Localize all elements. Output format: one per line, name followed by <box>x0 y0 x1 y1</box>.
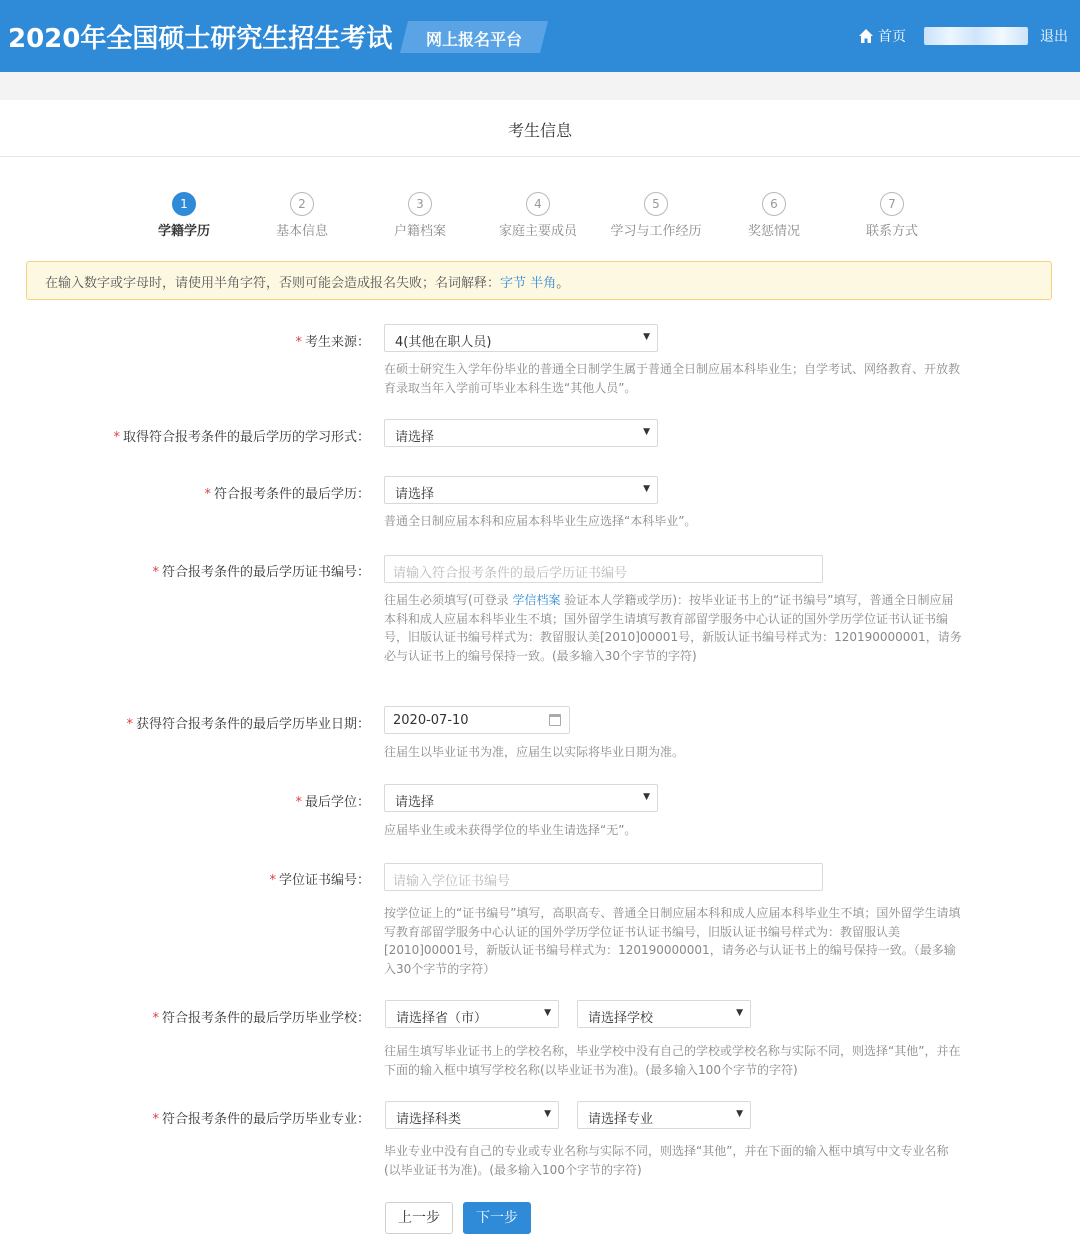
step-number: 2 <box>290 192 314 216</box>
platform-tag-label: 网上报名平台 <box>425 30 522 49</box>
home-link-label: 首页 <box>878 29 906 45</box>
step-label: 学籍学历 <box>157 224 210 239</box>
step-2[interactable] <box>242 192 362 239</box>
last-degree-select-value: 请选择 <box>395 487 435 502</box>
study-form-select-value: 请选择 <box>395 430 435 445</box>
degree-cert-input[interactable] <box>384 863 823 891</box>
progress-steps <box>0 192 1080 242</box>
notice-text: 在输入数字或字母时，请使用半角字符，否则可能会造成报名失败；名词解释： <box>45 276 501 291</box>
last-degree-label-text: 符合报考条件的最后学历： <box>213 487 370 502</box>
logout-link[interactable]: 退出 <box>1040 29 1068 45</box>
major-select-value: 请选择专业 <box>588 1112 654 1127</box>
category-select[interactable] <box>385 1101 559 1129</box>
required-mark: * <box>295 335 302 350</box>
school-label-text: 符合报考条件的最后学历毕业学校： <box>161 1011 370 1026</box>
dropdown-arrow-icon: ▼ <box>736 1008 743 1018</box>
source-select[interactable] <box>384 324 658 352</box>
school-select[interactable] <box>577 1000 751 1028</box>
grad-date-input[interactable] <box>384 706 570 734</box>
major-select[interactable] <box>577 1101 751 1129</box>
province-select[interactable] <box>385 1000 559 1028</box>
degree-hint: 应届毕业生或未获得学位的毕业生请选择“无”。 <box>384 823 637 837</box>
degree-cert-placeholder: 请输入学位证书编号 <box>393 874 511 889</box>
step-label: 基本信息 <box>275 224 328 239</box>
calendar-icon[interactable] <box>549 714 561 726</box>
study-form-select[interactable] <box>384 419 658 447</box>
section-title: 考生信息 <box>507 121 572 140</box>
home-icon <box>858 28 874 44</box>
last-degree-hint: 普通全日制应届本科和应届本科毕业生应选择“本科毕业”。 <box>384 514 697 528</box>
step-6[interactable] <box>714 192 834 239</box>
divider <box>0 156 1080 157</box>
step-number: 3 <box>408 192 432 216</box>
required-mark: * <box>152 1112 159 1127</box>
source-select-value: 4(其他在职人员) <box>395 335 492 350</box>
step-1[interactable] <box>124 192 244 239</box>
step-number: 6 <box>762 192 786 216</box>
step-number: 7 <box>880 192 904 216</box>
degree-label-text: 最后学位： <box>304 795 370 810</box>
school-select-value: 请选择学校 <box>588 1011 654 1026</box>
dropdown-arrow-icon: ▼ <box>544 1008 551 1018</box>
header-spacer <box>0 72 1080 100</box>
study-form-label-text: 取得符合报考条件的最后学历的学习形式： <box>122 430 370 445</box>
degree-select[interactable] <box>384 784 658 812</box>
degree-cert-hint: 按学位证上的“证书编号”填写，高职高专、普通全日制应届本科和成人应届本科毕业生不填；国外留学生请填写教育部留学服务中心认证的国外学历学位证书认证书编号，旧版认证书编号样式为：教留服认美[2010]00001号，新版认证书编号样式为：120190000001，请务必与认证书上的编号保持一致。（最多输入30个字节的字符） <box>384 906 961 976</box>
grad-date-label <box>126 713 370 732</box>
dropdown-arrow-icon: ▼ <box>643 792 650 802</box>
top-header <box>0 0 1080 72</box>
source-hint: 在硕士研究生入学年份毕业的普通全日制学生属于普通全日制应届本科毕业生；自学考试、网络教育、开放教育录取当年入学前可毕业本科生选“其他人员”。 <box>384 362 961 395</box>
step-3[interactable] <box>360 192 480 239</box>
step-5[interactable] <box>596 192 716 239</box>
major-hint: 毕业专业中没有自己的专业或专业名称与实际不同，则选择“其他”，并在下面的输入框中填写中文专业名称(以毕业证书为准)。(最多输入100个字节的字符) <box>384 1144 949 1177</box>
step-4[interactable] <box>478 192 598 239</box>
province-select-value: 请选择省（市） <box>396 1011 488 1026</box>
notice-banner <box>26 261 1052 300</box>
cert-no-hint <box>384 591 962 665</box>
required-mark: * <box>152 565 159 580</box>
degree-cert-label <box>269 869 370 888</box>
study-form-label <box>113 426 370 445</box>
step-label: 学习与工作经历 <box>610 224 702 239</box>
dropdown-arrow-icon: ▼ <box>643 427 650 437</box>
cert-no-hint-a: 往届生必须填写(可登录 <box>384 593 513 607</box>
required-mark: * <box>152 1011 159 1026</box>
major-label <box>152 1108 370 1127</box>
user-name-blurred <box>924 27 1028 45</box>
step-7[interactable] <box>832 192 952 239</box>
grad-date-hint: 往届生以毕业证书为准，应届生以实际将毕业日期为准。 <box>384 745 685 759</box>
dropdown-arrow-icon: ▼ <box>544 1109 551 1119</box>
required-mark: * <box>269 873 276 888</box>
step-number: 1 <box>172 192 196 216</box>
required-mark: * <box>113 430 120 445</box>
dropdown-arrow-icon: ▼ <box>736 1109 743 1119</box>
school-hint: 往届生填写毕业证书上的学校名称，毕业学校中没有自己的学校或学校名称与实际不同，则选择“其他”，并在下面的输入框中填写学校名称(以毕业证书为准)。(最多输入100个字节的字符) <box>384 1044 961 1077</box>
cert-no-input[interactable] <box>384 555 823 583</box>
term-link-byte[interactable]: 字节 <box>500 276 527 291</box>
term-link-halfwidth[interactable]: 半角 <box>530 276 557 291</box>
cert-no-hint-b: 验证本人学籍或学历)：按毕业证书上的“证书编号”填写，普通全日制应届本科和成人应届本科毕业生不填；国外留学生请填写教育部留学服务中心认证的国外学历学位证书认证书编号，旧版认证书编号样式为：教留服认美[2010]00001号，新版认证书编号样式为：120190000001，请务必与认证书上的编号保持一致。(最多输入30个字节的字符) <box>384 593 962 663</box>
major-label-text: 符合报考条件的最后学历毕业专业： <box>161 1112 370 1127</box>
step-label: 联系方式 <box>865 224 918 239</box>
required-mark: * <box>295 795 302 810</box>
degree-label <box>295 791 370 810</box>
category-select-value: 请选择科类 <box>396 1112 462 1127</box>
degree-select-value: 请选择 <box>395 795 435 810</box>
notice-end: 。 <box>556 276 570 291</box>
grad-date-label-text: 获得符合报考条件的最后学历毕业日期： <box>135 717 370 732</box>
step-number: 5 <box>644 192 668 216</box>
source-label-text: 考生来源： <box>304 335 370 350</box>
required-mark: * <box>204 487 211 502</box>
platform-tag <box>404 21 544 53</box>
site-title: 2020年全国硕士研究生招生考试 <box>8 24 393 54</box>
step-label: 家庭主要成员 <box>498 224 577 239</box>
prev-step-button[interactable]: 上一步 <box>385 1202 453 1234</box>
step-label: 奖惩情况 <box>747 224 800 239</box>
school-label <box>152 1007 370 1026</box>
required-mark: * <box>126 717 133 732</box>
cert-no-label-text: 符合报考条件的最后学历证书编号： <box>161 565 370 580</box>
step-number: 4 <box>526 192 550 216</box>
next-step-button[interactable]: 下一步 <box>463 1202 531 1234</box>
home-link[interactable] <box>858 26 906 46</box>
last-degree-select[interactable] <box>384 476 658 504</box>
cert-no-placeholder: 请输入符合报考条件的最后学历证书编号 <box>393 566 628 581</box>
source-label <box>295 331 370 350</box>
grad-date-value: 2020-07-10 <box>393 713 469 728</box>
degree-cert-label-text: 学位证书编号： <box>278 873 370 888</box>
xuexin-archive-link[interactable]: 学信档案 <box>512 593 561 607</box>
dropdown-arrow-icon: ▼ <box>643 332 650 342</box>
step-label: 户籍档案 <box>393 224 446 239</box>
dropdown-arrow-icon: ▼ <box>643 484 650 494</box>
last-degree-label <box>204 483 370 502</box>
cert-no-label <box>152 561 370 580</box>
